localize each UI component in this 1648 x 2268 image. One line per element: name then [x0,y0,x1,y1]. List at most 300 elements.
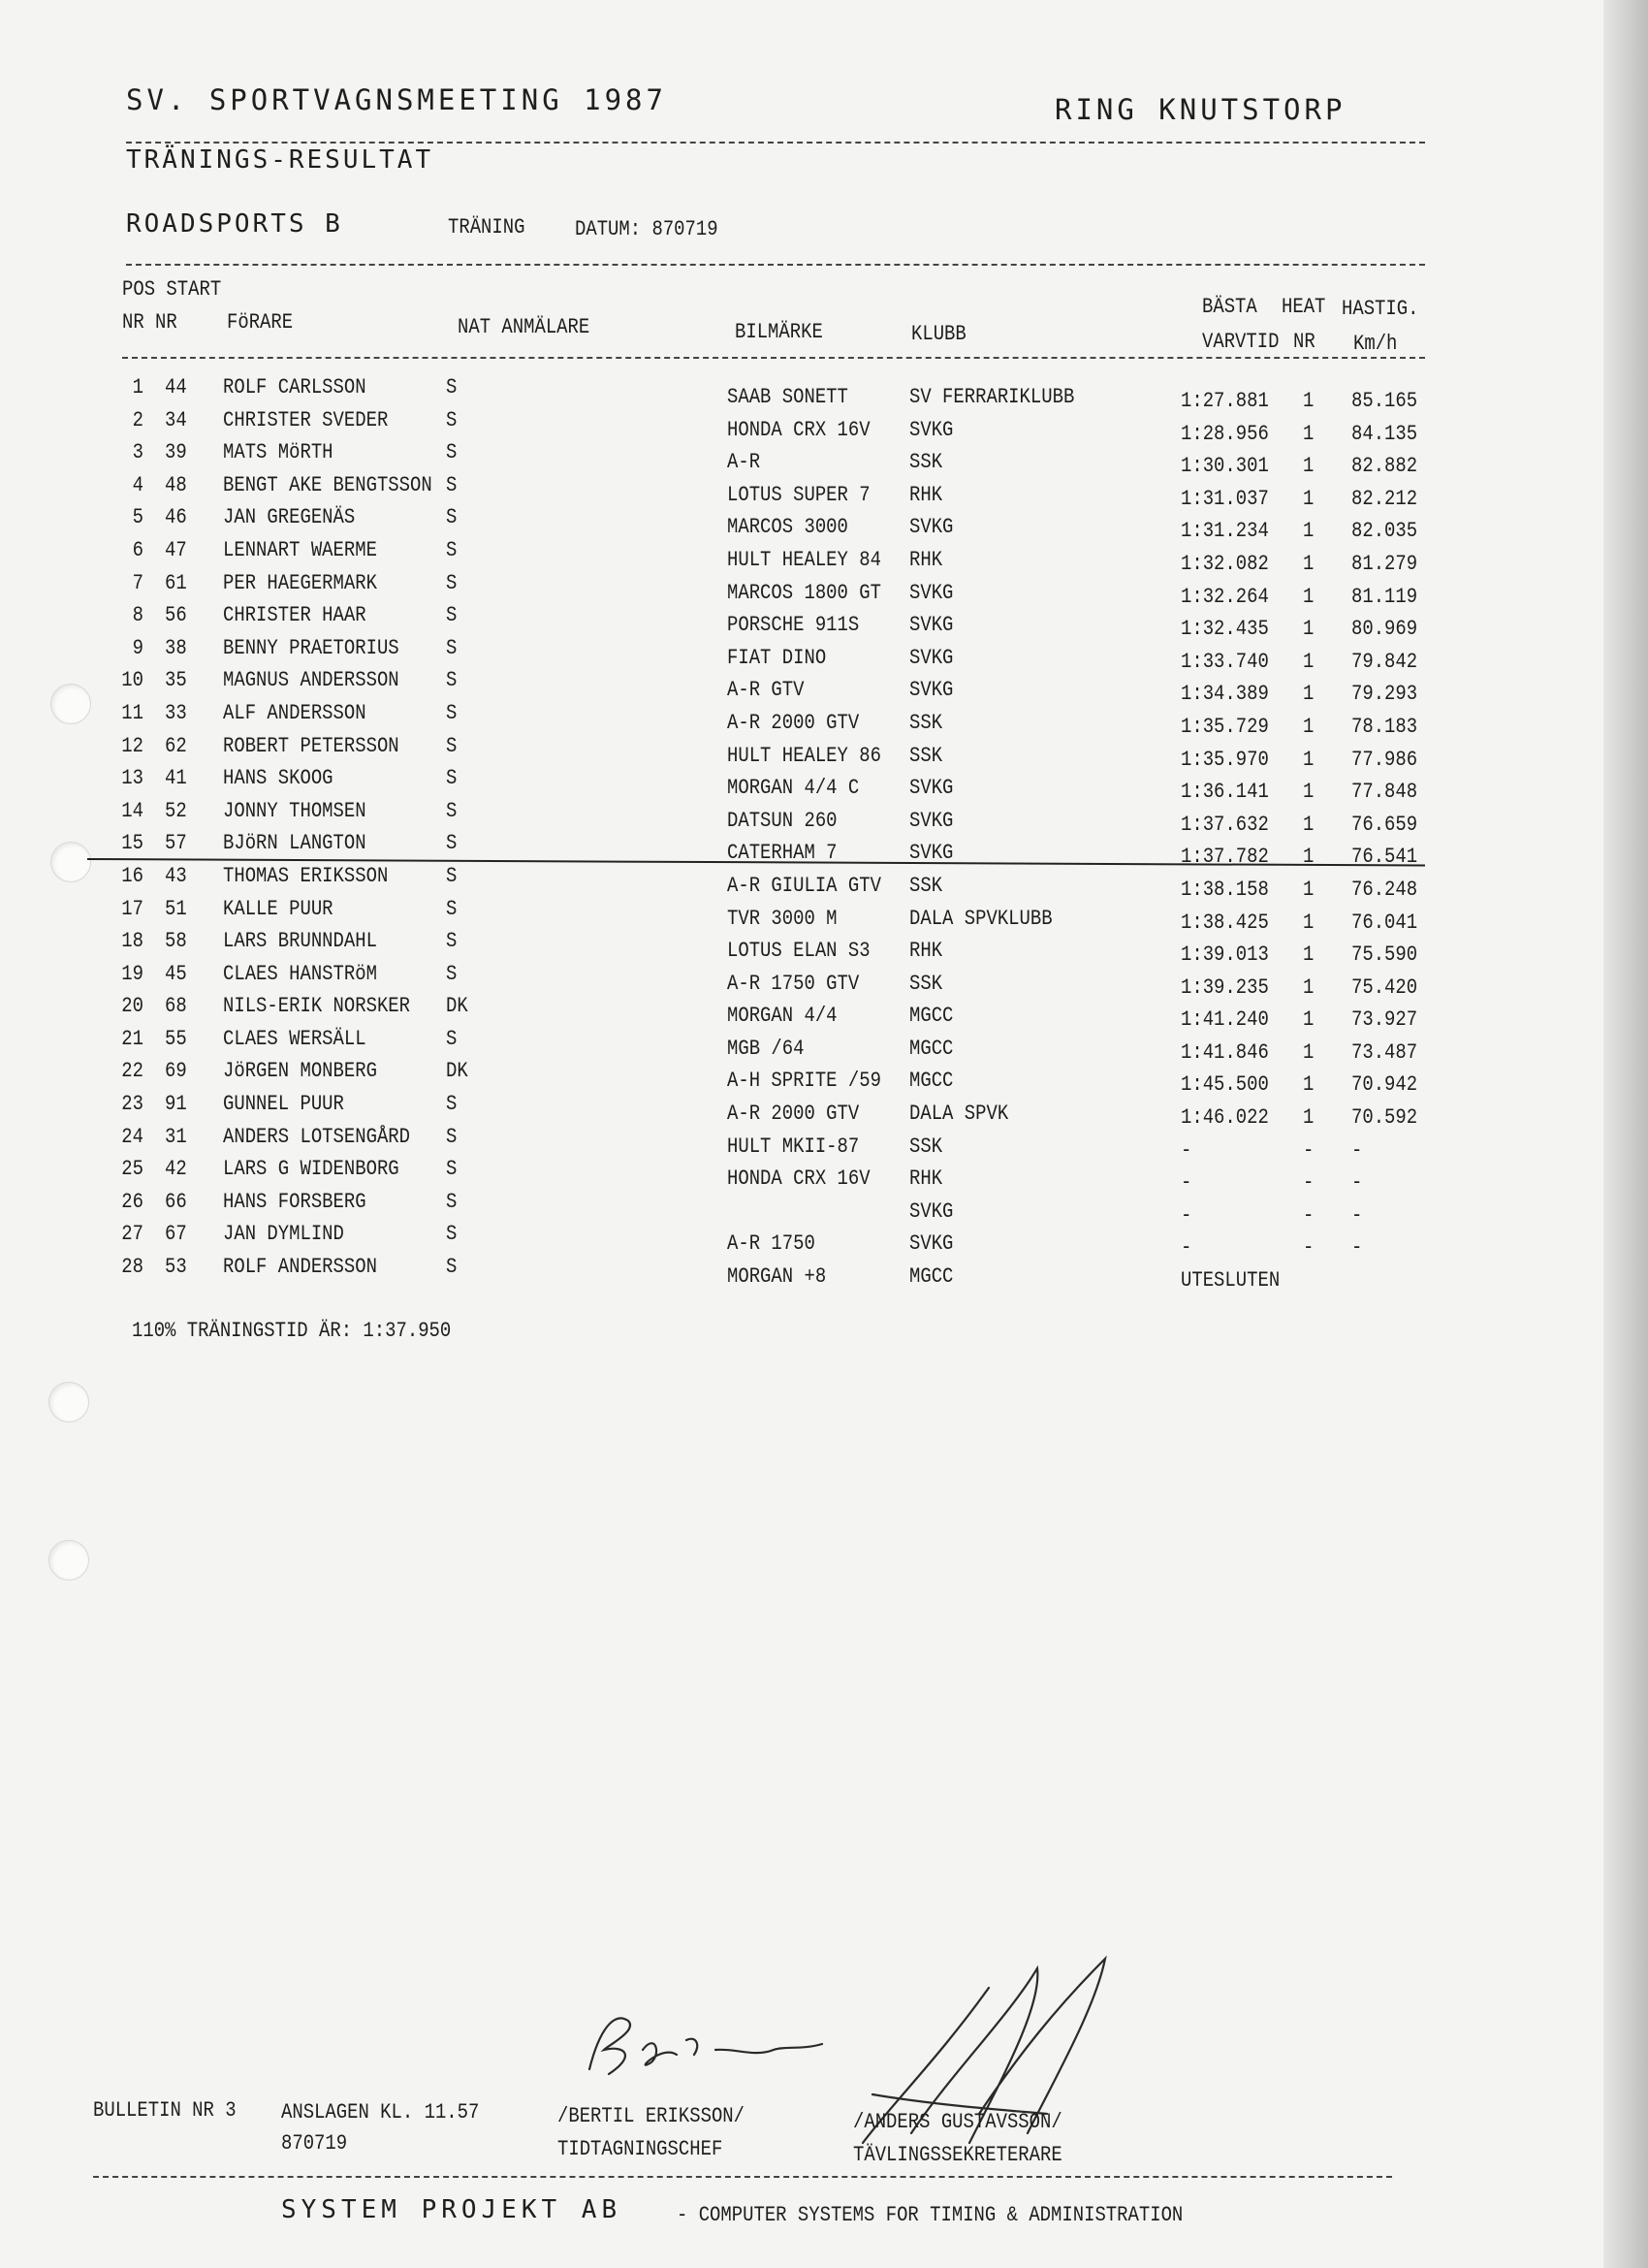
club-name: SSK [909,1134,943,1159]
driver-name: CLAES HANSTRöM [223,961,377,986]
best-lap-time: - [1181,1137,1192,1163]
best-lap-time: 1:34.389 [1181,682,1269,707]
speed-kmh: - [1351,1170,1363,1196]
heat-number: 1 [1303,910,1315,935]
start-number: 46 [165,505,187,530]
result-row [114,896,1433,935]
position-number: 5 [132,505,143,530]
heat-number: 1 [1303,1007,1315,1033]
position-number: 20 [121,994,143,1019]
nationality: S [446,1157,458,1182]
club-name: SVKG [909,417,954,442]
position-number: 9 [132,635,143,660]
start-number: 91 [165,1092,187,1117]
heat-number: 1 [1303,551,1315,576]
car-model: A-R GIULIA GTV [727,873,881,898]
car-model: LOTUS ELAN S3 [727,939,871,964]
result-row [114,1157,1433,1196]
start-number: 57 [165,831,187,856]
col-header-nat-entrant: NAT ANMÄLARE [458,315,590,339]
position-number: 13 [121,766,143,791]
best-lap-time: 1:32.264 [1181,584,1269,609]
col-header-car: BILMÄRKE [735,320,823,344]
heat-number: 1 [1303,1072,1315,1098]
heat-number: - [1303,1235,1315,1261]
heat-number: 1 [1303,617,1315,642]
start-number: 47 [165,537,187,562]
start-number: 67 [165,1222,187,1247]
column-header-divider [122,357,1425,359]
start-number: 68 [165,994,187,1019]
car-model: HULT HEALEY 86 [727,743,881,768]
best-lap-time: 1:30.301 [1181,454,1269,479]
col-header-speed: HASTIG. [1342,297,1419,321]
club-name: MGCC [909,1036,954,1061]
driver-name: HANS SKOOG [223,766,333,791]
speed-kmh: 81.279 [1351,551,1418,576]
best-lap-time: - [1181,1170,1192,1196]
start-number: 48 [165,472,187,497]
start-number: 34 [165,407,187,432]
car-model: LOTUS SUPER 7 [727,482,871,507]
start-number: 39 [165,440,187,465]
heat-number: 1 [1303,877,1315,902]
best-lap-time: 1:36.141 [1181,780,1269,805]
driver-name: PER HAEGERMARK [223,570,377,595]
heat-number: 1 [1303,682,1315,707]
club-name: SVKG [909,580,954,605]
nationality: S [446,537,458,562]
start-number: 58 [165,929,187,954]
posted-date: 870719 [281,2131,348,2156]
speed-kmh: 78.183 [1351,714,1418,739]
club-name: SVKG [909,678,954,703]
car-model: MARCOS 1800 GT [727,580,881,605]
speed-kmh: 79.842 [1351,649,1418,674]
speed-kmh: 82.035 [1351,519,1418,544]
car-model: TVR 3000 M [727,906,838,931]
result-row [114,733,1433,772]
best-lap-time: 1:28.956 [1181,421,1269,446]
start-number: 31 [165,1124,187,1149]
start-number: 56 [165,603,187,628]
best-lap-time: 1:32.435 [1181,617,1269,642]
speed-kmh: 70.942 [1351,1072,1418,1098]
driver-name: JAN GREGENÄS [223,505,356,530]
position-number: 1 [132,375,143,399]
club-name: SVKG [909,808,954,833]
position-number: 8 [132,603,143,628]
result-row [114,570,1433,609]
col-header-laptime: VARVTID [1202,330,1280,354]
nationality: S [446,472,458,497]
driver-name: LENNART WAERME [223,537,377,562]
driver-name: KALLE PUUR [223,896,333,921]
position-number: 25 [121,1157,143,1182]
best-lap-time: 1:37.632 [1181,812,1269,837]
result-row [114,537,1433,576]
result-row [114,961,1433,1000]
start-number: 33 [165,700,187,725]
nationality: S [446,896,458,921]
best-lap-time: 1:35.729 [1181,714,1269,739]
driver-name: BENNY PRAETORIUS [223,635,399,660]
result-row [114,994,1433,1033]
result-row [114,766,1433,805]
speed-kmh: 73.927 [1351,1007,1418,1033]
start-number: 41 [165,766,187,791]
header-divider [126,142,1425,144]
date-label: DATUM: 870719 [575,217,718,241]
signer1-name: /BERTIL ERIKSSON/ [557,2104,745,2128]
driver-name: LARS BRUNNDAHL [223,929,377,954]
nationality: S [446,635,458,660]
heat-number: - [1303,1170,1315,1196]
start-number: 61 [165,570,187,595]
car-model: MGB /64 [727,1036,805,1061]
club-name: MGCC [909,1264,954,1290]
heat-number: 1 [1303,942,1315,968]
session-label: TRÄNING [448,215,525,240]
driver-name: ROLF CARLSSON [223,375,366,399]
position-number: 23 [121,1092,143,1117]
start-number: 55 [165,1026,187,1051]
position-number: 27 [121,1222,143,1247]
position-number: 6 [132,537,143,562]
result-row [114,929,1433,968]
result-row [114,375,1433,413]
speed-kmh: 82.882 [1351,454,1418,479]
heat-number: 1 [1303,845,1315,870]
nationality: S [446,1026,458,1051]
start-number: 44 [165,375,187,399]
col-header-heat: HEAT [1282,295,1326,319]
start-number: 66 [165,1189,187,1214]
class-name: ROADSPORTS B [126,209,343,239]
col-header-pos-start: POS START [122,277,222,302]
driver-name: JAN DYMLIND [223,1222,344,1247]
position-number: 10 [121,668,143,693]
best-lap-time: 1:41.240 [1181,1007,1269,1033]
driver-name: ANDERS LOTSENGÅRD [223,1124,411,1149]
report-title: TRÄNINGS-RESULTAT [126,145,434,175]
position-number: 18 [121,929,143,954]
position-number: 12 [121,733,143,758]
club-name: SSK [909,971,943,996]
heat-number: 1 [1303,1039,1315,1065]
punch-hole [50,684,91,724]
start-number: 53 [165,1255,187,1280]
heat-number: 1 [1303,974,1315,1000]
qualifying-limit-note: 110% TRÄNINGSTID ÄR: 1:37.950 [132,1319,452,1343]
driver-name: NILS-ERIK NORSKER [223,994,411,1019]
position-number: 21 [121,1026,143,1051]
start-number: 62 [165,733,187,758]
best-lap-time: 1:31.037 [1181,486,1269,511]
car-model: MORGAN 4/4 [727,1004,838,1029]
speed-kmh: 75.420 [1351,974,1418,1000]
car-model: A-R 2000 GTV [727,1102,860,1127]
car-model: A-H SPRITE /59 [727,1069,881,1094]
best-lap-time: 1:32.082 [1181,551,1269,576]
club-name: SVKG [909,1231,954,1257]
col-header-heat-nr: NR [1293,330,1315,354]
position-number: 16 [121,863,143,888]
result-row [114,407,1433,446]
col-header-speed-unit: Km/h [1353,332,1398,356]
club-name: SSK [909,873,943,898]
start-number: 52 [165,798,187,823]
start-number: 42 [165,1157,187,1182]
nationality: S [446,929,458,954]
result-row [114,472,1433,511]
position-number: 24 [121,1124,143,1149]
position-number: 7 [132,570,143,595]
car-model: A-R 1750 GTV [727,971,860,996]
result-row [114,863,1433,902]
start-number: 35 [165,668,187,693]
best-lap-time: - [1181,1202,1192,1228]
driver-name: HANS FORSBERG [223,1189,366,1214]
club-name: SVKG [909,841,954,866]
speed-kmh: 76.248 [1351,877,1418,902]
heat-number: 1 [1303,584,1315,609]
driver-name: GUNNEL PUUR [223,1092,344,1117]
scan-edge-shadow [1603,0,1648,2268]
position-number: 28 [121,1255,143,1280]
club-name: SVKG [909,515,954,540]
result-row [114,1189,1433,1228]
club-name: SVKG [909,645,954,670]
speed-kmh: 85.165 [1351,389,1418,413]
punch-hole [48,1382,89,1422]
car-model: A-R [727,450,761,475]
start-number: 51 [165,896,187,921]
col-header-driver: FöRARE [227,310,294,335]
heat-number: 1 [1303,780,1315,805]
speed-kmh: 79.293 [1351,682,1418,707]
company-name: SYSTEM PROJEKT AB [281,2195,622,2224]
nationality: S [446,700,458,725]
car-model: SAAB SONETT [727,385,848,409]
heat-number: 1 [1303,714,1315,739]
club-name: SVKG [909,613,954,638]
nationality: S [446,440,458,465]
results-table [114,375,1433,1294]
best-lap-time: 1:27.881 [1181,389,1269,413]
nationality: DK [446,994,468,1019]
club-name: SVKG [909,1198,954,1224]
car-model: HONDA CRX 16V [727,417,871,442]
header-divider [126,264,1425,266]
punch-hole [48,1540,89,1581]
position-number: 26 [121,1189,143,1214]
result-row [114,1222,1433,1261]
speed-kmh: 76.041 [1351,910,1418,935]
car-model: MORGAN +8 [727,1264,827,1290]
club-name: MGCC [909,1004,954,1029]
heat-number: 1 [1303,649,1315,674]
nationality: S [446,831,458,856]
best-lap-time: 1:37.782 [1181,845,1269,870]
heat-number: - [1303,1137,1315,1163]
speed-kmh: 77.986 [1351,747,1418,772]
event-title: SV. SPORTVAGNSMEETING 1987 [126,83,667,116]
nationality: S [446,505,458,530]
position-number: 15 [121,831,143,856]
best-lap-time: 1:31.234 [1181,519,1269,544]
position-number: 19 [121,961,143,986]
best-lap-time: UTESLUTEN [1181,1268,1281,1294]
driver-name: ROLF ANDERSSON [223,1255,377,1280]
nationality: S [446,863,458,888]
car-model: MARCOS 3000 [727,515,848,540]
punch-hole [50,842,91,882]
speed-kmh: 80.969 [1351,617,1418,642]
driver-name: JONNY THOMSEN [223,798,366,823]
club-name: SSK [909,710,943,735]
driver-name: JöRGEN MONBERG [223,1059,377,1084]
driver-name: CHRISTER HAAR [223,603,366,628]
speed-kmh: 76.659 [1351,812,1418,837]
club-name: RHK [909,1166,943,1192]
nationality: S [446,570,458,595]
footer-divider [93,2176,1392,2178]
car-model: PORSCHE 911S [727,613,860,638]
best-lap-time: 1:45.500 [1181,1072,1269,1098]
club-name: SVKG [909,776,954,801]
speed-kmh: 75.590 [1351,942,1418,968]
best-lap-time: 1:39.013 [1181,942,1269,968]
heat-number: 1 [1303,519,1315,544]
signature-bertil-eriksson [570,2001,841,2089]
speed-kmh: 81.119 [1351,584,1418,609]
best-lap-time: 1:46.022 [1181,1105,1269,1131]
result-row [114,1255,1433,1294]
speed-kmh: 73.487 [1351,1039,1418,1065]
position-number: 22 [121,1059,143,1084]
bulletin-number: BULLETIN NR 3 [93,2098,237,2123]
best-lap-time: 1:38.425 [1181,910,1269,935]
car-model: HULT HEALEY 84 [727,547,881,572]
club-name: RHK [909,547,943,572]
speed-kmh: 76.541 [1351,845,1418,870]
result-row [114,1092,1433,1131]
club-name: RHK [909,482,943,507]
nationality: S [446,798,458,823]
driver-name: ALF ANDERSSON [223,700,366,725]
car-model: FIAT DINO [727,645,827,670]
heat-number: 1 [1303,812,1315,837]
heat-number: 1 [1303,486,1315,511]
nationality: S [446,733,458,758]
nationality: S [446,407,458,432]
speed-kmh: 82.212 [1351,486,1418,511]
club-name: DALA SPVKLUBB [909,906,1053,931]
start-number: 69 [165,1059,187,1084]
result-row [114,1124,1433,1163]
club-name: SSK [909,450,943,475]
nationality: S [446,1222,458,1247]
speed-kmh: - [1351,1235,1363,1261]
heat-number: 1 [1303,1105,1315,1131]
car-model: MORGAN 4/4 C [727,776,860,801]
best-lap-time: 1:38.158 [1181,877,1269,902]
position-number: 2 [132,407,143,432]
car-model: HULT MKII-87 [727,1134,860,1159]
result-row [114,798,1433,837]
result-row [114,505,1433,544]
speed-kmh: 84.135 [1351,421,1418,446]
speed-kmh: 77.848 [1351,780,1418,805]
col-header-nr-nr: NR NR [122,310,177,335]
driver-name: CHRISTER SVEDER [223,407,389,432]
heat-number: 1 [1303,389,1315,413]
speed-kmh: - [1351,1202,1363,1228]
start-number: 43 [165,863,187,888]
signer1-role: TIDTAGNINGSCHEF [557,2137,723,2161]
position-number: 3 [132,440,143,465]
best-lap-time: - [1181,1235,1192,1261]
heat-number: - [1303,1202,1315,1228]
col-header-best: BÄSTA [1202,295,1257,319]
posted-time: ANSLAGEN KL. 11.57 [281,2100,480,2124]
driver-name: LARS G WIDENBORG [223,1157,399,1182]
club-name: SV FERRARIKLUBB [909,385,1075,409]
car-model: CATERHAM 7 [727,841,838,866]
result-row [114,635,1433,674]
nationality: S [446,375,458,399]
driver-name: BJöRN LANGTON [223,831,366,856]
car-model: A-R 1750 [727,1231,815,1257]
heat-number: 1 [1303,454,1315,479]
driver-name: MAGNUS ANDERSSON [223,668,399,693]
signer2-name: /ANDERS GUSTAVSSON/ [853,2110,1062,2134]
best-lap-time: 1:39.235 [1181,974,1269,1000]
nationality: DK [446,1059,468,1084]
club-name: MGCC [909,1069,954,1094]
driver-name: BENGT AKE BENGTSSON [223,472,432,497]
speed-kmh: - [1351,1137,1363,1163]
nationality: S [446,603,458,628]
driver-name: CLAES WERSÄLL [223,1026,366,1051]
nationality: S [446,1092,458,1117]
position-number: 11 [121,700,143,725]
nationality: S [446,668,458,693]
car-model: A-R GTV [727,678,805,703]
position-number: 4 [132,472,143,497]
result-row [114,1026,1433,1065]
result-row [114,603,1433,642]
heat-number: 1 [1303,747,1315,772]
col-header-club: KLUBB [911,322,967,346]
start-number: 38 [165,635,187,660]
nationality: S [446,1189,458,1214]
car-model: A-R 2000 GTV [727,710,860,735]
start-number: 45 [165,961,187,986]
result-row [114,1059,1433,1098]
nationality: S [446,1255,458,1280]
nationality: S [446,1124,458,1149]
driver-name: MATS MöRTH [223,440,333,465]
best-lap-time: 1:41.846 [1181,1039,1269,1065]
nationality: S [446,961,458,986]
result-row [114,700,1433,739]
heat-number: 1 [1303,421,1315,446]
result-row [114,440,1433,479]
car-model: HONDA CRX 16V [727,1166,871,1192]
venue-name: RING KNUTSTORP [1055,93,1347,126]
